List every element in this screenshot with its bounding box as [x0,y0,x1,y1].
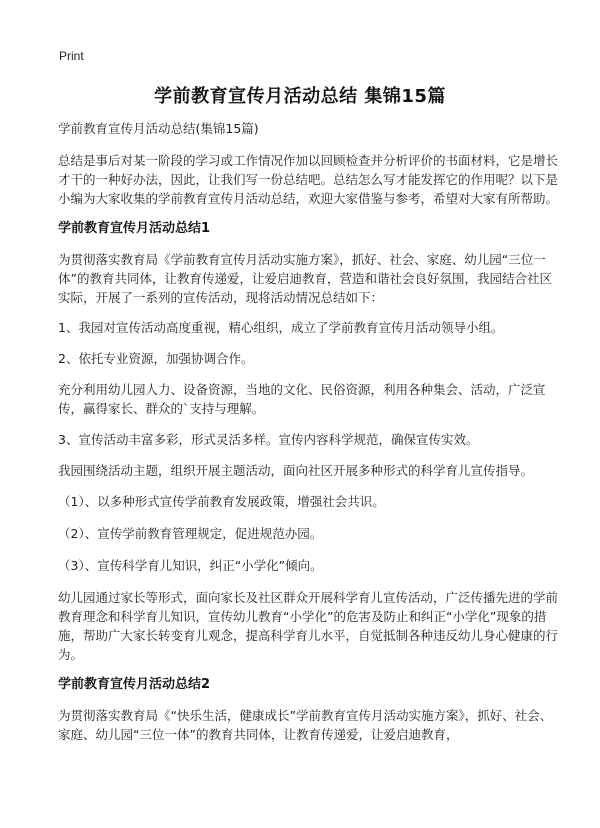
paragraph: 为贯彻落实教育局《学前教育宣传月活动实施方案》，抓好、社会、家庭、幼儿园“三位一体”的教育共同体，让教育传递爱，让爱启迪教育，营造和谐社会良好氛围，我园结合社区实际，开展了一系列的宣传活动，现将活动情况总结如下： [58,252,552,305]
document-subtitle: 学前教育宣传月活动总结(集锦15篇) [58,121,259,136]
paragraph: 幼儿园通过家长等形式，面向家长及社区群众开展科学育儿宣传活动，广泛传播先进的学前教育理念和科学育儿知识，宣传幼儿教育“小学化”的危害及防止和纠正“小学化”现象的措施，帮助广大家长转变育儿观念，提高科学育儿水平，自觉抵制各种违反幼儿身心健康的行为。 [58,590,559,662]
paragraph: 2、依托专业资源，加强协调合作。 [58,351,254,366]
section-heading-1: 学前教育宣传月活动总结1 [58,221,211,236]
document-body [58,119,558,744]
section-heading-2: 学前教育宣传月活动总结2 [58,677,211,692]
print-label: Print [59,49,84,63]
list-item: （2）、宣传学前教育管理规定，促进规范办园。 [58,526,323,541]
intro-paragraph: 总结是事后对某一阶段的学习或工作情况作加以回顾检查并分析评价的书面材料，它是增长才干的一种好办法，因此，让我们写一份总结吧。总结怎么写才能发挥它的作用呢？以下是小编为大家收集的学前教育宣传月活动总结，欢迎大家借鉴与参考，希望对大家有所帮助。 [58,153,559,206]
paragraph: 我园围绕活动主题，组织开展主题活动，面向社区开展多种形式的科学育儿宣传指导。 [58,463,534,478]
paragraph: 为贯彻落实教育局《“快乐生活，健康成长”学前教育宣传月活动实施方案》，抓好、社会、家庭、幼儿园“三位一体”的教育共同体，让教育传递爱，让爱启迪教育， [58,708,553,742]
paragraph: 充分利用幼儿园人力、设备资源，当地的文化、民俗资源，利用各种集会、活动，广泛宣传，赢得家长、群众的`支持与理解。 [58,382,546,416]
list-item: （1）、以多种形式宣传学前教育发展政策，增强社会共识。 [58,494,385,509]
paragraph: 3、宣传活动丰富多彩，形式灵活多样。宣传内容科学规范，确保宣传实效。 [58,432,479,447]
list-item: （3）、宣传科学育儿知识，纠正“小学化”倾向。 [58,558,323,573]
document-title: 学前教育宣传月活动总结 集锦15篇 [154,86,446,107]
paragraph: 1、我园对宣传活动高度重视，精心组织，成立了学前教育宣传月活动领导小组。 [58,320,504,335]
